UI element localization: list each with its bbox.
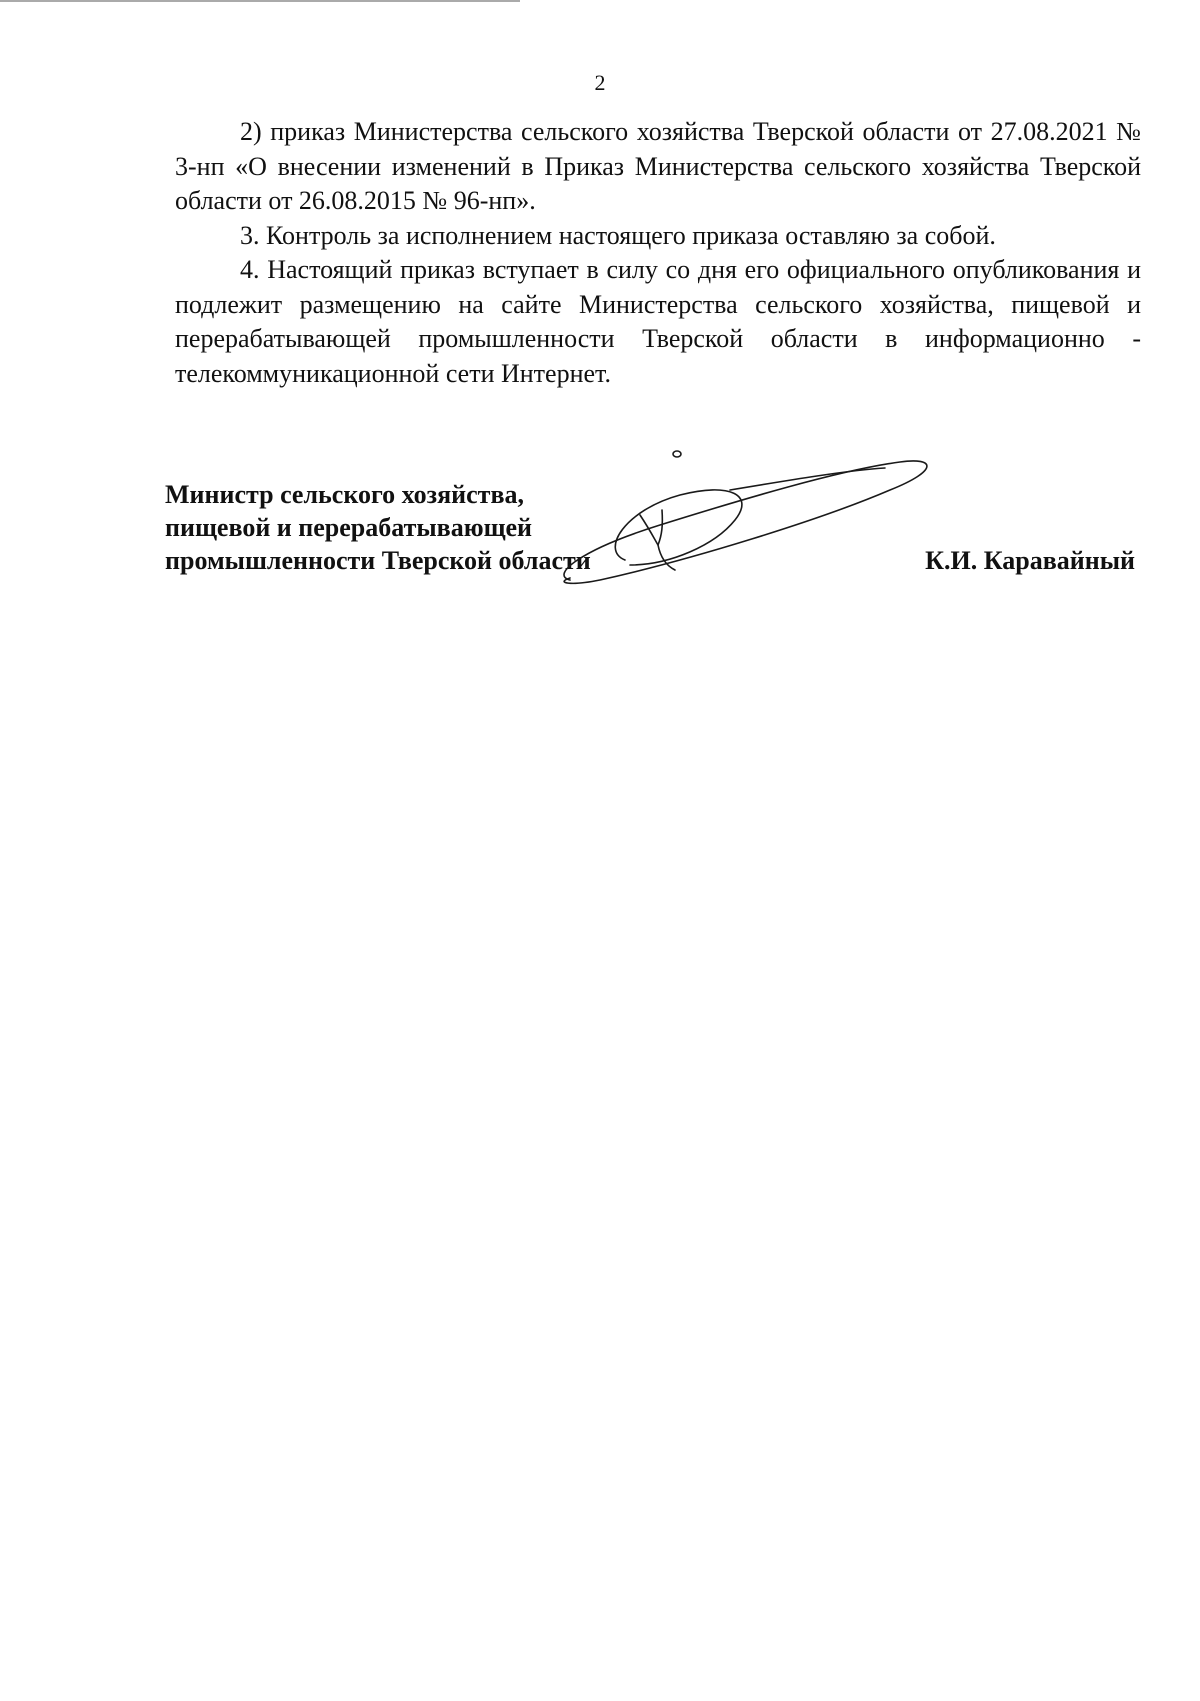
- signer-position-line: Министр сельского хозяйства,: [165, 480, 524, 509]
- handwritten-signature-icon: [540, 440, 950, 590]
- signer-name: К.И. Каравайный: [925, 546, 1135, 575]
- paragraph-item-2: 2) приказ Министерства сельского хозяйства Тверской области от 27.08.2021 № 3-нп «О внесении изменений в Приказ Министерства сельского хозяйства Тверской области от 26.08.2015 № 96-нп».: [175, 117, 1141, 215]
- signer-position-line: промышленности Тверской области: [165, 546, 591, 575]
- document-body: [175, 115, 1141, 391]
- scan-edge-artifact: [0, 0, 520, 2]
- paragraph-item-3: 3. Контроль за исполнением настоящего приказа оставляю за собой.: [240, 220, 996, 250]
- paragraph-item-4: 4. Настоящий приказ вступает в силу со дня его официального опубликования и подлежит размещению на сайте Министерства сельского хозяйства, пищевой и перерабатывающей промышленности Тверской области в информационно - телекоммуникационной сети Интернет.: [175, 255, 1141, 388]
- signer-position-line: пищевой и перерабатывающей: [165, 513, 533, 542]
- page-number: 2: [594, 70, 606, 95]
